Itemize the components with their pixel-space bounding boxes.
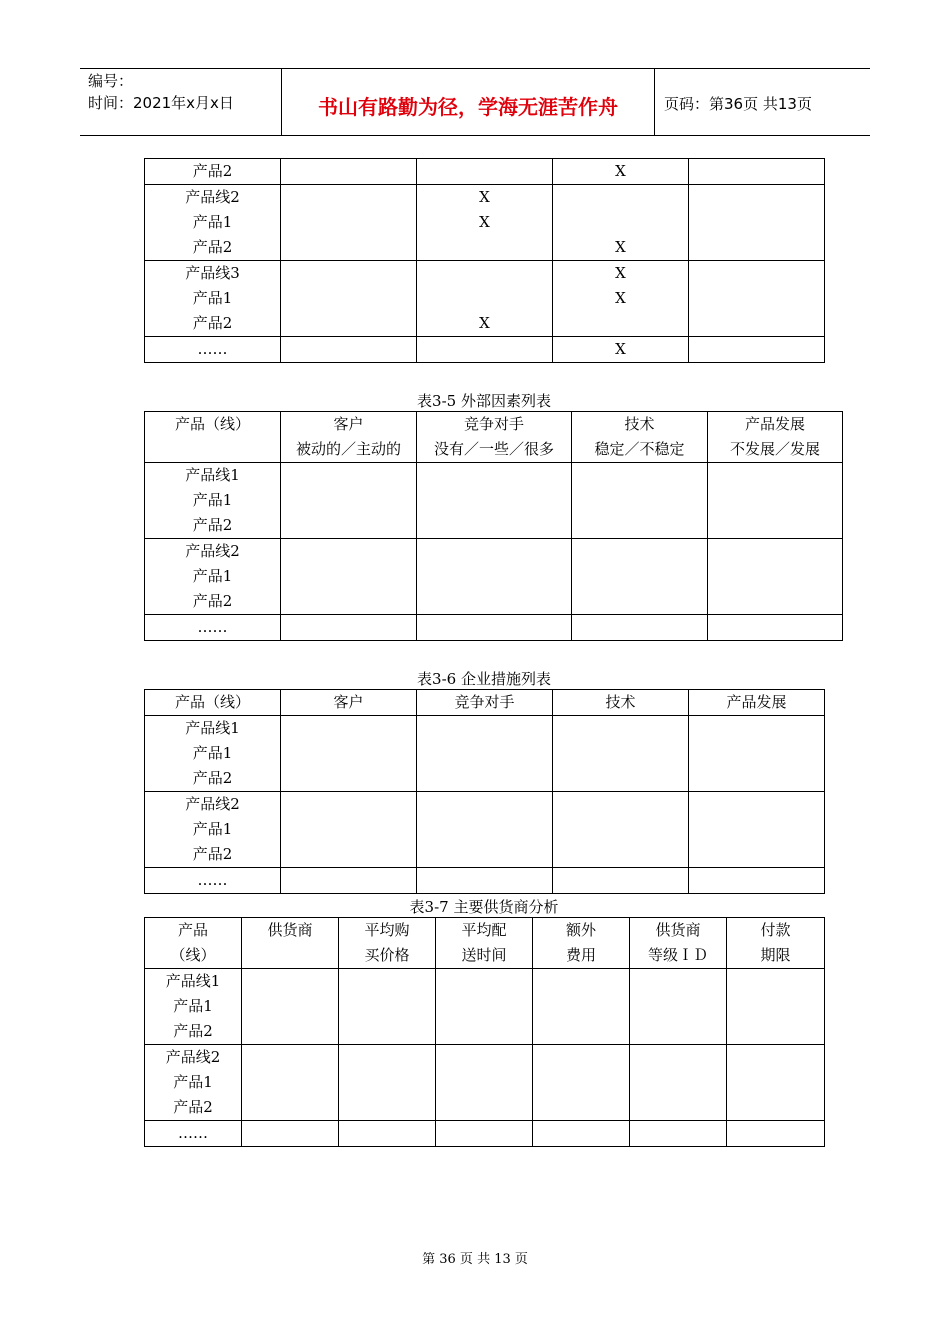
- empty-cell: [572, 539, 708, 615]
- cell-line: 竞争对手: [463, 415, 524, 433]
- cell-line: 产品线2: [185, 542, 240, 560]
- mark-cell: [417, 185, 553, 261]
- column-header: [417, 412, 572, 463]
- empty-cell: [281, 716, 417, 792]
- cell-line: 产品2: [192, 238, 233, 256]
- mark-cell: [689, 185, 825, 261]
- empty-cell: [689, 716, 825, 792]
- mark-cell: [417, 261, 553, 337]
- empty-cell: [242, 1045, 339, 1121]
- doc-time-label: 时间：2021年x月x日: [88, 94, 234, 112]
- cell-line: 产品线1: [165, 972, 221, 990]
- header-meta: [88, 70, 234, 114]
- cell-line: [281, 210, 416, 235]
- cell-line: [281, 311, 416, 336]
- cell-line: 产品线2: [165, 1048, 221, 1066]
- empty-cell: [417, 868, 553, 894]
- cell-line: 产品2: [192, 592, 233, 610]
- empty-cell: [727, 1121, 825, 1147]
- column-header: [145, 918, 242, 969]
- cell-line: 平均配: [461, 921, 507, 939]
- empty-cell: [417, 539, 572, 615]
- empty-cell: [708, 463, 843, 539]
- table-caption: 表3-5 外部因素列表: [417, 392, 551, 410]
- empty-cell: [572, 615, 708, 641]
- mark-cell: [553, 261, 689, 337]
- cell-line: 产品1: [173, 1073, 213, 1091]
- cell-line: X: [479, 188, 490, 206]
- cell-line: 产品2: [192, 516, 233, 534]
- cell-line: 产品2: [173, 1022, 213, 1040]
- mark-cell: [417, 337, 553, 363]
- cell-line: [689, 311, 824, 336]
- cell-line: 付款: [760, 921, 791, 939]
- empty-cell: [281, 868, 417, 894]
- cell-line: [417, 159, 552, 184]
- cell-line: 产品2: [173, 1098, 213, 1116]
- cell-line: [689, 261, 824, 286]
- row-label-cell: [145, 615, 281, 641]
- table-row: [145, 261, 825, 337]
- empty-cell: [281, 539, 417, 615]
- cell-line: 产品线2: [185, 795, 240, 813]
- cell-line: 产品线3: [185, 264, 240, 282]
- cell-line: [689, 235, 824, 260]
- cell-line: 产品发展: [726, 693, 787, 711]
- cell-line: [281, 261, 416, 286]
- cell-line: 产品1: [173, 997, 213, 1015]
- header-divider: [654, 68, 655, 136]
- mark-cell: [689, 261, 825, 337]
- cell-line: [689, 159, 824, 184]
- empty-cell: [630, 969, 727, 1045]
- empty-cell: [572, 463, 708, 539]
- empty-cell: [417, 615, 572, 641]
- cell-line: 稳定／不稳定: [594, 440, 685, 458]
- cell-line: 产品1: [192, 567, 233, 585]
- row-label-cell: [145, 337, 281, 363]
- empty-cell: [281, 615, 417, 641]
- cell-line: （线）: [170, 946, 216, 964]
- cell-line: 产品1: [192, 820, 233, 838]
- header-motto: 书山有路勤为径，学海无涯苦作舟: [318, 95, 618, 119]
- cell-line: 平均购: [364, 921, 410, 939]
- cell-line: [281, 235, 416, 260]
- table-caption: 表3-7 主要供货商分析: [409, 898, 559, 916]
- column-header: [436, 918, 533, 969]
- cell-line: [689, 210, 824, 235]
- cell-line: 技术: [605, 693, 636, 711]
- column-header: [417, 690, 553, 716]
- empty-cell: [339, 1045, 436, 1121]
- row-label-cell: [145, 792, 281, 868]
- cell-line: 产品: [177, 921, 208, 939]
- cell-line: ……: [178, 1124, 208, 1142]
- empty-cell: [689, 868, 825, 894]
- column-header: [281, 412, 417, 463]
- row-label-cell: [145, 539, 281, 615]
- column-header: [708, 412, 843, 463]
- cell-line: 费用: [565, 946, 596, 964]
- empty-cell: [689, 792, 825, 868]
- table-row: [145, 185, 825, 261]
- cell-line: [145, 437, 280, 462]
- cell-line: X: [615, 238, 626, 256]
- empty-cell: [533, 969, 630, 1045]
- cell-line: [417, 235, 552, 260]
- cell-line: ……: [197, 340, 228, 358]
- empty-cell: [417, 463, 572, 539]
- header-page-info: 页码：第36页 共13页: [664, 95, 812, 113]
- column-header: [145, 690, 281, 716]
- column-header: [689, 690, 825, 716]
- cell-line: ……: [197, 618, 228, 636]
- cell-line: 产品2: [192, 845, 233, 863]
- empty-cell: [242, 969, 339, 1045]
- table-caption: 表3-6 企业措施列表: [417, 670, 551, 688]
- column-header: [242, 918, 339, 969]
- column-header: [630, 918, 727, 969]
- cell-line: 产品1: [192, 289, 233, 307]
- cell-line: [689, 185, 824, 210]
- cell-line: X: [615, 340, 626, 358]
- header-row: [145, 918, 825, 969]
- header-row: [145, 690, 825, 716]
- mark-cell: [553, 159, 689, 185]
- cell-line: 供货商: [267, 921, 313, 939]
- row-label-cell: [145, 868, 281, 894]
- cell-line: 产品线1: [185, 466, 240, 484]
- cell-line: [281, 185, 416, 210]
- table-row: [145, 1045, 825, 1121]
- cell-line: X: [615, 162, 626, 180]
- cell-line: 产品（线）: [174, 415, 250, 433]
- empty-cell: [281, 792, 417, 868]
- table-row: [145, 615, 843, 641]
- empty-cell: [533, 1045, 630, 1121]
- cell-line: [553, 185, 688, 210]
- cell-line: 没有／一些／很多: [433, 440, 554, 458]
- column-header: [339, 918, 436, 969]
- cell-line: 产品1: [192, 213, 233, 231]
- empty-cell: [708, 615, 843, 641]
- cell-line: [689, 286, 824, 311]
- cell-line: 竞争对手: [454, 693, 515, 711]
- empty-cell: [436, 1045, 533, 1121]
- header-row: [145, 412, 843, 463]
- row-label-cell: [145, 1045, 242, 1121]
- empty-cell: [553, 792, 689, 868]
- cell-line: 买价格: [364, 946, 410, 964]
- cell-line: 产品1: [192, 744, 233, 762]
- cell-line: 技术: [624, 415, 655, 433]
- column-header: [533, 918, 630, 969]
- cell-line: [281, 337, 416, 362]
- table-row: [145, 969, 825, 1045]
- cell-line: [417, 337, 552, 362]
- empty-cell: [417, 792, 553, 868]
- empty-cell: [630, 1121, 727, 1147]
- cell-line: 产品2: [192, 162, 233, 180]
- external-factors-table: [144, 411, 843, 641]
- cell-line: [553, 210, 688, 235]
- column-header: [553, 690, 689, 716]
- cell-line: 产品2: [192, 769, 233, 787]
- cell-line: [689, 337, 824, 362]
- cell-line: 产品发展: [744, 415, 805, 433]
- row-label-cell: [145, 716, 281, 792]
- row-label-cell: [145, 1121, 242, 1147]
- page-footer: 第 36 页 共 13 页: [422, 1252, 528, 1267]
- row-label-cell: [145, 261, 281, 337]
- empty-cell: [533, 1121, 630, 1147]
- header-bottom-rule: [80, 135, 870, 136]
- cell-line: 产品1: [192, 491, 233, 509]
- empty-cell: [553, 716, 689, 792]
- mark-cell: [281, 159, 417, 185]
- mark-cell: [553, 185, 689, 261]
- cell-line: 产品2: [192, 314, 233, 332]
- row-label-cell: [145, 185, 281, 261]
- table-row: [145, 463, 843, 539]
- table-row: [145, 1121, 825, 1147]
- cell-line: [281, 286, 416, 311]
- column-header: [145, 412, 281, 463]
- cell-line: 期限: [760, 946, 791, 964]
- column-header: [281, 690, 417, 716]
- cell-line: ……: [197, 871, 228, 889]
- cell-line: 产品线1: [185, 719, 240, 737]
- row-label-cell: [145, 159, 281, 185]
- header-top-rule: [80, 68, 870, 69]
- table-row: [145, 159, 825, 185]
- cell-line: [417, 261, 552, 286]
- cell-line: X: [615, 289, 626, 307]
- cell-line: [242, 943, 338, 968]
- table-row: [145, 868, 825, 894]
- cell-line: X: [479, 314, 490, 332]
- mark-cell: [281, 337, 417, 363]
- cell-line: 客户: [333, 415, 364, 433]
- empty-cell: [630, 1045, 727, 1121]
- cell-line: X: [615, 264, 626, 282]
- cell-line: [553, 311, 688, 336]
- empty-cell: [436, 1121, 533, 1147]
- empty-cell: [417, 716, 553, 792]
- supplier-analysis-table: [144, 917, 825, 1147]
- table-row: [145, 716, 825, 792]
- empty-cell: [727, 969, 825, 1045]
- empty-cell: [281, 463, 417, 539]
- mark-cell: [281, 185, 417, 261]
- mark-cell: [689, 337, 825, 363]
- empty-cell: [553, 868, 689, 894]
- cell-line: 产品（线）: [174, 693, 250, 711]
- cell-line: 额外: [565, 921, 596, 939]
- row-label-cell: [145, 969, 242, 1045]
- cell-line: 送时间: [461, 946, 507, 964]
- empty-cell: [727, 1045, 825, 1121]
- cell-line: [417, 286, 552, 311]
- mark-cell: [281, 261, 417, 337]
- table-continued: [144, 158, 825, 363]
- cell-line: 不发展／发展: [729, 440, 820, 458]
- table-row: [145, 539, 843, 615]
- cell-line: X: [479, 213, 490, 231]
- doc-code-label: 编号：: [88, 72, 134, 90]
- cell-line: 等级ＩＤ: [647, 946, 708, 964]
- empty-cell: [436, 969, 533, 1045]
- company-measures-table: [144, 689, 825, 894]
- row-label-cell: [145, 463, 281, 539]
- mark-cell: [417, 159, 553, 185]
- cell-line: [281, 159, 416, 184]
- cell-line: 被动的／主动的: [295, 440, 401, 458]
- cell-line: 客户: [333, 693, 364, 711]
- table-row: [145, 792, 825, 868]
- table-row: [145, 337, 825, 363]
- empty-cell: [339, 1121, 436, 1147]
- cell-line: 产品线2: [185, 188, 240, 206]
- column-header: [727, 918, 825, 969]
- empty-cell: [708, 539, 843, 615]
- empty-cell: [242, 1121, 339, 1147]
- empty-cell: [339, 969, 436, 1045]
- cell-line: 供货商: [655, 921, 701, 939]
- mark-cell: [553, 337, 689, 363]
- mark-cell: [689, 159, 825, 185]
- column-header: [572, 412, 708, 463]
